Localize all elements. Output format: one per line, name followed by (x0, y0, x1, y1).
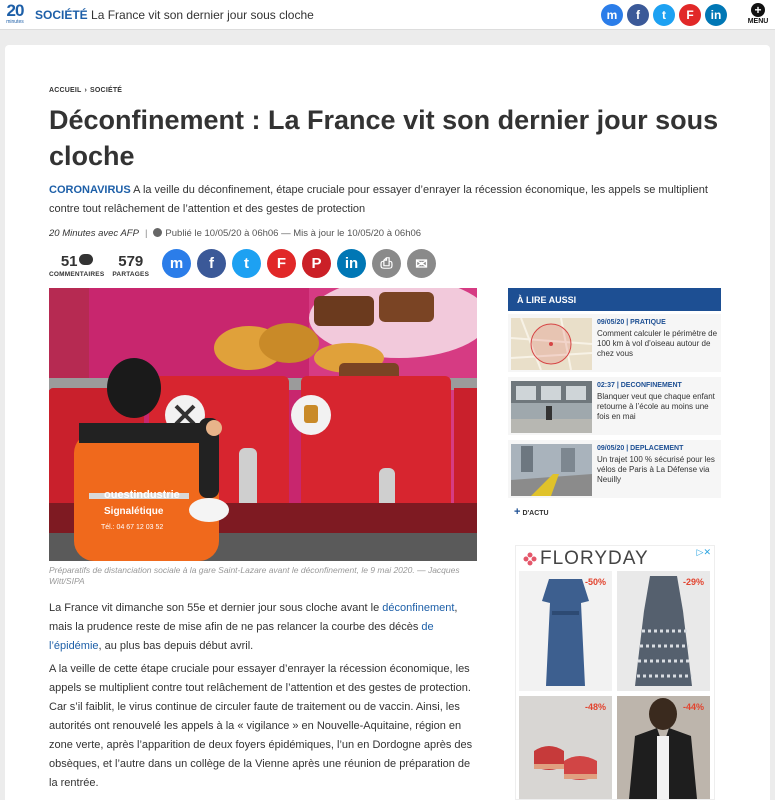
link-deconfinement[interactable]: déconfinement (382, 602, 455, 614)
top-article-title (35, 8, 314, 22)
updated-date: — Mis à jour le 10/05/20 à 06h06 (281, 228, 422, 239)
related-article-3[interactable]: 09/05/20 | DEPLACEMENT Un trajet 100 % sécurisé pour les vélos de Paris à La Défense via Neuilly (508, 440, 721, 498)
related-thumb-school (511, 381, 592, 433)
plus-icon: + (514, 506, 521, 518)
related-thumb-bikepath (511, 444, 592, 496)
flower-logo-icon (523, 552, 537, 566)
flipboard-icon[interactable]: F (679, 4, 701, 26)
article-paragraph-1: La France vit dimanche son 55e et dernier jour sous cloche avant le déconfinement, mais la prudence reste de mise afin de ne pas relancer la courbe des décès de l’épidémie, au plus bas depuis début avril. (49, 602, 458, 652)
breadcrumb-section[interactable]: SOCIÉTÉ (90, 87, 123, 94)
breadcrumb-home[interactable]: ACCUEIL (49, 87, 82, 94)
article-paragraph-2: A la veille de cette étape cruciale pour essayer d’enrayer la récession économique, les appels se multiplient contre tout relâchement de l’attention et des gestes de protection. Car s’il faiblit, le virus continue de circuler faute de traitement ou de vaccin. Ainsi, les autorités ont renouvelé les appels à la « vigilance » en Nouvelle-Aquitaine, région en zone verte, après l’apparition de deux foyers épidémiques, l’un en Dordogne après des obsèques, et l’autre dans un collège de la Vienne après une réunion de préparation de la rentrée. (49, 663, 473, 789)
related-article-1[interactable]: 09/05/20 | PRATIQUE Comment calculer le périmètre de 100 km à vol d’oiseau autour de chez vous (508, 314, 721, 372)
photo-caption: Préparatifs de distanciation sociale à la gare Saint-Lazare avant le déconfinement, le 9 mai 2020. — Jacques Witt/SIPA (49, 565, 460, 586)
top-bar (0, 0, 775, 30)
email-icon[interactable]: ✉ (407, 249, 436, 278)
page-title: Déconfinement : La France vit son dernier jour sous cloche (49, 105, 719, 171)
vest-text-line: Signalétique (104, 506, 164, 517)
read-also-heading: À LIRE AUSSI (508, 288, 721, 311)
menu-button[interactable]: + MENU (747, 3, 769, 25)
share-buttons (162, 249, 436, 278)
byline: 20 Minutes avec AFP | Publié le 10/05/20 à 06h06 — Mis à jour le 10/05/20 à 06h06 (49, 228, 422, 239)
comments-count[interactable]: 51 COMMENTAIRES (49, 253, 105, 278)
vest-text-phone: Tél.: 04 67 12 03 52 (101, 524, 164, 531)
pinterest-icon[interactable]: P (302, 249, 331, 278)
print-icon[interactable]: ⎙ (372, 249, 401, 278)
top-share-bar (601, 4, 727, 26)
engagement-counts (49, 253, 149, 278)
site-logo[interactable]: 20 minutes (6, 1, 24, 25)
more-news-link[interactable]: + D'ACTU (514, 506, 549, 518)
messenger-icon[interactable]: m (162, 249, 191, 278)
comment-bubble-icon (79, 254, 93, 265)
flipboard-icon[interactable]: F (267, 249, 296, 278)
vest-text-brand: ouestindustrie (104, 489, 180, 501)
author: 20 Minutes avec AFP (49, 228, 139, 239)
published-date: Publié le 10/05/20 à 06h06 (165, 228, 279, 239)
shares-count: 579 PARTAGES (112, 253, 150, 278)
related-article-2[interactable]: 02:37 | DECONFINEMENT Blanquer veut que chaque enfant retourne à l’école au moins une fois en mai (508, 377, 721, 435)
twitter-icon[interactable]: t (653, 4, 675, 26)
lead-text: A la veille du déconfinement, étape cruciale pour essayer d’enrayer la récession économique, les appels se multiplient contre tout relâchement de l’attention et des gestes de protection (49, 184, 708, 215)
top-title-text: La France vit son dernier jour sous cloche (91, 8, 314, 22)
twitter-icon[interactable]: t (232, 249, 261, 278)
ad-product-4[interactable]: -44% (617, 696, 710, 799)
facebook-icon[interactable]: f (197, 249, 226, 278)
photo-illustration (49, 288, 477, 561)
related-thumb-map (511, 318, 592, 370)
facebook-icon[interactable]: f (627, 4, 649, 26)
ad-brand: FLORYDAY (540, 548, 649, 569)
breadcrumb-chevron-icon: › (84, 87, 88, 94)
lead-tag-link[interactable]: CORONAVIRUS (49, 184, 131, 196)
top-category-link[interactable]: SOCIÉTÉ (35, 8, 88, 22)
article-lead (49, 181, 719, 219)
breadcrumb (49, 87, 122, 94)
ad-choices-icon[interactable]: ▷✕ (696, 547, 711, 557)
clock-icon (153, 228, 162, 237)
linkedin-icon[interactable]: in (337, 249, 366, 278)
link-epidemie[interactable]: de l’épidémie (49, 621, 434, 652)
linkedin-icon[interactable]: in (705, 4, 727, 26)
messenger-icon[interactable]: m (601, 4, 623, 26)
ad-product-1[interactable]: -50% (519, 571, 612, 691)
plus-icon: + (751, 3, 765, 17)
ad-product-3[interactable]: -48% (519, 696, 612, 799)
article-photo[interactable] (49, 288, 477, 561)
ad-product-2[interactable]: -29% (617, 571, 710, 691)
advertisement[interactable] (515, 545, 715, 800)
